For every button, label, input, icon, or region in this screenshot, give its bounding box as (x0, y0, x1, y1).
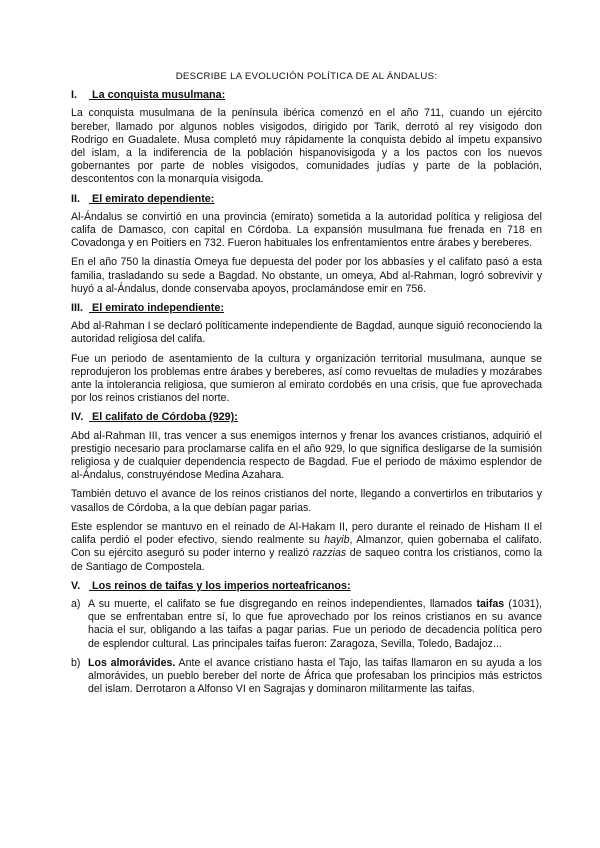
list-item (71, 598, 542, 651)
text-run: , Almanzor, quien gobernaba el califato. Con su ejército aseguró su poder interno y realizó (71, 534, 542, 560)
paragraph: Al-Ándalus se convirtió en una provincia (emirato) sometida a la autoridad política y religiosa del califa de Damasco, con capital en Córdoba. La expansión musulmana fue frenada en 718 en Covadonga y en Poitiers en 732. Fueron habituales los enfrentamientos entre árabes y bereberes. (71, 210, 542, 250)
list-marker: b) (71, 656, 81, 669)
paragraph: Fue un periodo de asentamiento de la cultura y organización territorial musulmana, aunque se reprodujeron los problemas entre árabes y bereberes, así como revueltas de muladíes y mozárabes ante la intolerancia religiosa, que sumieron al emirato cordobés en una crisis, que fue aprovechada por los reinos cristianos del norte. (71, 352, 542, 405)
section-heading-califato (71, 411, 542, 424)
italic-term-hayib: hayib (324, 534, 350, 547)
bold-term: taifas (476, 597, 505, 610)
section-title: La conquista musulmana: (92, 89, 226, 102)
paragraph: Abd al-Rahman III, tras vencer a sus enemigos internos y frenar los avances cristianos, adquirió el prestigio necesario para proclamarse califa en el año 929, lo que significa desligarse de la sumisión religiosa y de cualquier dependencia respecto de Bagdad. Fue el periodo de máximo esplendor de al-Ándalus, construyéndose Medina Azahara. (71, 429, 542, 482)
section-heading-taifas (71, 580, 542, 593)
section-number: I. (71, 89, 77, 102)
paragraph: Abd al-Rahman I se declaró políticamente independiente de Bagdad, aunque siguió reconociendo la autoridad religiosa del califa. (71, 320, 542, 346)
text-run: de saqueo contra los cristianos, como la de Santiago de Compostela. (71, 547, 542, 573)
lettered-list (71, 598, 542, 696)
section-heading-conquista (71, 89, 542, 102)
paragraph (71, 521, 542, 574)
section-heading-emirato-independiente (71, 302, 542, 315)
text-run: A su muerte, el califato se fue disgregando en reinos independientes, llamados (88, 597, 477, 610)
text-run: (1031), que se enfrentaban entre sí, lo que fue aprovechado por los reinos cristianos en su avance hacia el sur, obligando a las taifas a pagar parias. Fue un periodo de decadencia política pero de esplendor cultural. Las principales taifas fueron: Zaragoza, Sevilla, Toledo, Badajoz... (88, 597, 542, 650)
document-page (71, 70, 542, 702)
section-number: IV. (71, 411, 84, 424)
section-number: III. (71, 302, 83, 315)
paragraph: La conquista musulmana de la península ibérica comenzó en el año 711, cuando un ejército bereber, llamado por algunos nobles visigodos, dirigido por Tarik, derrotó al rey visigodo don Rodrigo en Guadalete. Musa completó muy rápidamente la conquista debido al ímpetu expansivo del islam, a la indiferencia de la población hispanovisigoda y a los pactos con los nuevos gobernantes por parte de nobles visigodos, comunidades judías y parte de la población, descontentos con la monarquía visigoda. (71, 107, 542, 186)
paragraph: También detuvo el avance de los reinos cristianos del norte, llegando a convertirlos en tributarios y vasallos de Córdoba, a la que debían pagar parias. (71, 488, 542, 514)
section-title: El califato de Córdoba (929): (92, 411, 238, 424)
bold-term: Los almorávides. (88, 656, 176, 669)
section-title: El emirato dependiente: (92, 192, 215, 205)
section-number: II. (71, 192, 80, 205)
section-number: V. (71, 579, 81, 592)
text-run: Ante el avance cristiano hasta el Tajo, las taifas llamaron en su ayuda a los almorávides, un pueblo bereber del norte de África que profesaban los principios más estrictos del islam. Derrotaron a Alfonso VI en Sagrajas y dominaron militarmente las taifas. (88, 656, 542, 696)
paragraph: En el año 750 la dinastía Omeya fue depuesta del poder por los abbasíes y el califato pasó a esta familia, trasladando su sede a Bagdad. No obstante, un omeya, Abd al-Rahman, logró sobrevivir y huyó a al-Ándalus, donde conservaba apoyos, proclamándose emir en 756. (71, 256, 542, 295)
list-item-text (88, 657, 542, 697)
list-marker: a) (71, 597, 81, 610)
list-item-text (88, 598, 542, 651)
section-title: El emirato independiente: (92, 302, 224, 315)
document-title: DESCRIBE LA EVOLUCIÓN POLÍTICA DE AL ÁNDALUS: (175, 71, 438, 82)
section-heading-emirato-dependiente (71, 193, 542, 206)
italic-term-razzias: razzias (312, 547, 347, 560)
text-run: Este esplendor se mantuvo en el reinado de Al-Hakam II, pero durante el reinado de Hisham II el califa perdió el poder efectivo, siendo realmente su (71, 520, 542, 547)
list-item (71, 657, 542, 697)
section-title: Los reinos de taifas y los imperios norteafricanos: (92, 579, 351, 592)
